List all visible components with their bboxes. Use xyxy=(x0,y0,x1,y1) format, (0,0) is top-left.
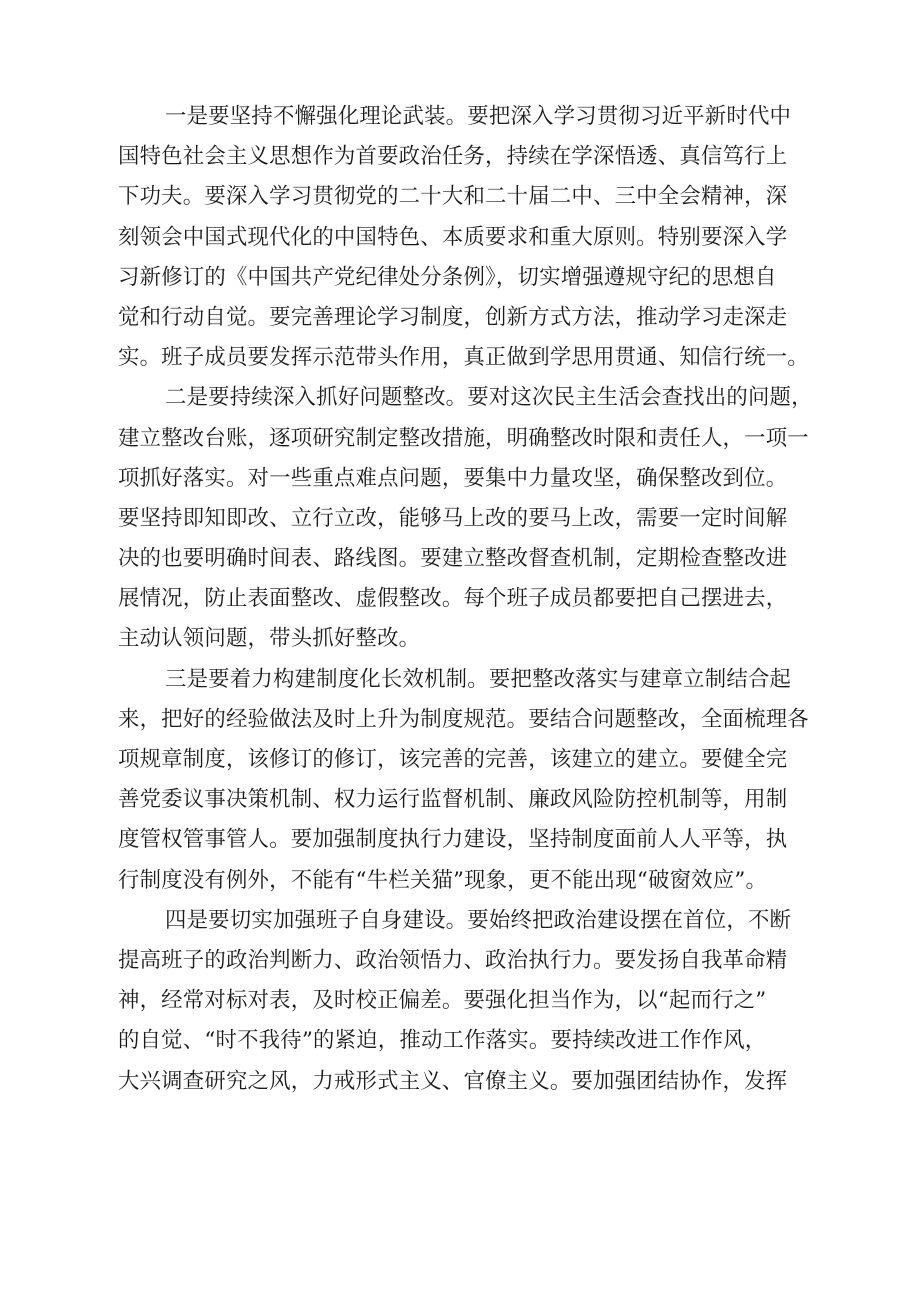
text-line: 决的也要明确时间表、路线图。要建立整改督查机制，定期检查整改进 xyxy=(118,546,788,572)
text-line: 提高班子的政治判断力、政治领悟力、政治执行力。要发扬自我革命精 xyxy=(118,947,788,973)
text-line: 要坚持即知即改、立行立改，能够马上改的要马上改，需要一定时间解 xyxy=(118,505,788,531)
text-line: 行制度没有例外，不能有“牛栏关猫”现象，更不能出现“破窗效应”。 xyxy=(118,867,768,893)
text-line: 三是要着力构建制度化长效机制。要把整改落实与建章立制结合起 xyxy=(165,666,792,692)
text-line: 善党委议事决策机制、权力运行监督机制、廉政风险防控机制等，用制 xyxy=(118,787,788,813)
text-line: 刻领会中国式现代化的中国特色、本质要求和重大原则。特别要深入学 xyxy=(118,224,788,250)
text-line: 习新修订的《中国共产党纪律处分条例》，切实增强遵规守纪的思想自 xyxy=(118,264,777,290)
text-line: 四是要切实加强班子自身建设。要始终把政治建设摆在首位，不断 xyxy=(165,907,792,933)
text-line: 主动认领问题，带头抓好整改。 xyxy=(118,626,421,652)
text-line: 项抓好落实。对一些重点难点问题，要集中力量攻坚，确保整改到位。 xyxy=(118,465,788,491)
paragraph-rectification xyxy=(118,378,858,659)
text-line: 觉和行动自觉。要完善理论学习制度，创新方式方法，推动学习走深走 xyxy=(118,304,788,330)
text-line: 度管权管事管人。要加强制度执行力建设，坚持制度面前人人平等，执 xyxy=(118,827,788,853)
text-line: 来，把好的经验做法及时上升为制度规范。要结合问题整改，全面梳理各 xyxy=(118,706,809,732)
text-line: 二是要持续深入抓好问题整改。要对这次民主生活会查找出的问题， xyxy=(165,385,813,411)
text-line: 的自觉、“时不我待”的紧迫，推动工作落实。要持续改进工作作风， xyxy=(118,1028,767,1054)
text-line: 一是要坚持不懈强化理论武装。要把深入学习贯彻习近平新时代中 xyxy=(165,104,792,129)
text-line: 展情况，防止表面整改、虚假整改。每个班子成员都要把自己摆进去， xyxy=(118,586,788,612)
document-page xyxy=(118,97,858,1102)
text-line: 实。班子成员要发挥示范带头作用，真正做到学思用贯通、知信行统一。 xyxy=(118,345,809,371)
text-line: 建立整改台账，逐项研究制定整改措施，明确整改时限和责任人，一项一 xyxy=(118,425,809,451)
paragraph-team-building xyxy=(118,901,858,1102)
text-line: 神，经常对标对表，及时校正偏差。要强化担当作为，以“起而行之” xyxy=(118,988,767,1014)
text-line: 项规章制度，该修订的修订，该完善的完善，该建立的建立。要健全完 xyxy=(118,747,788,772)
text-line: 下功夫。要深入学习贯彻党的二十大和二十届二中、三中全会精神，深 xyxy=(118,184,788,210)
paragraph-theory xyxy=(118,97,858,378)
text-line: 国特色社会主义思想作为首要政治任务，持续在学深悟透、真信笃行上 xyxy=(118,144,788,170)
paragraph-mechanism xyxy=(118,660,858,901)
text-line: 大兴调查研究之风，力戒形式主义、官僚主义。要加强团结协作，发挥 xyxy=(118,1068,788,1094)
